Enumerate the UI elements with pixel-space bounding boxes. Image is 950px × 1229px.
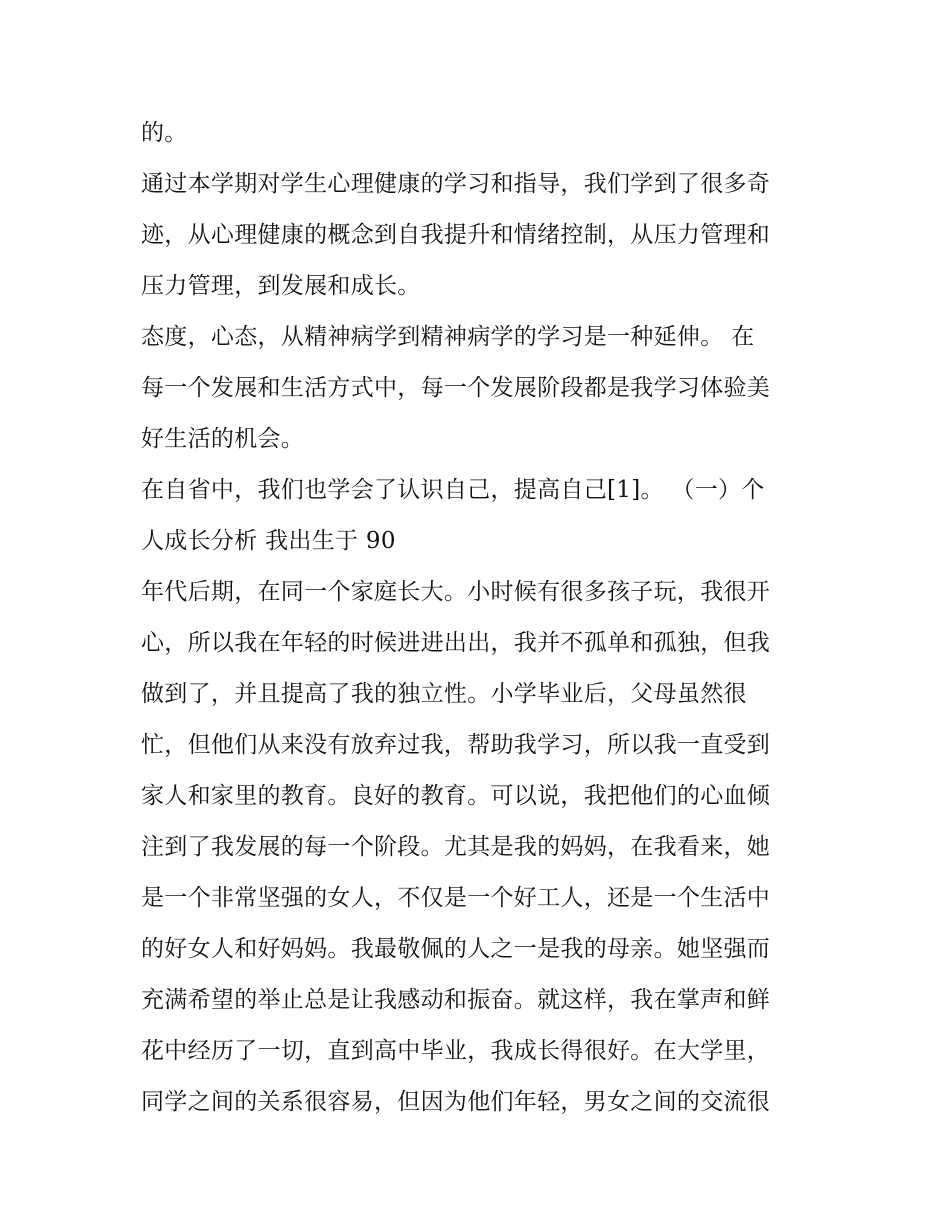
- text-line: 迹，从心理健康的概念到自我提升和情绪控制，从压力管理和: [141, 222, 771, 248]
- text-line: 压力管理，到发展和成长。: [141, 273, 421, 299]
- text-line: 家人和家里的教育。良好的教育。可以说，我把他们的心血倾: [141, 783, 771, 809]
- text-line: 的好女人和好妈妈。我最敬佩的人之一是我的母亲。她坚强而: [141, 936, 771, 962]
- text-line: 在自省中，我们也学会了认识自己，提高自己[1]。 （一）个: [141, 477, 765, 503]
- text-line: 注到了我发展的每一个阶段。尤其是我的妈妈，在我看来，她: [141, 834, 771, 860]
- text-line: 的。: [141, 120, 188, 146]
- text-line: 做到了，并且提高了我的独立性。小学毕业后，父母虽然很: [141, 681, 747, 707]
- text-line: 心，所以我在年轻的时候进进出出，我并不孤单和孤独，但我: [141, 630, 771, 656]
- body-text: [141, 108, 821, 1128]
- text-line: 每一个发展和生活方式中，每一个发展阶段都是我学习体验美: [141, 375, 771, 401]
- text-line: 花中经历了一切，直到高中毕业，我成长得很好。在大学里，: [141, 1038, 771, 1064]
- text-line: 通过本学期对学生心理健康的学习和指导，我们学到了很多奇: [141, 171, 771, 197]
- text-line: 忙，但他们从来没有放弃过我，帮助我学习，所以我一直受到: [141, 732, 771, 758]
- text-line: 充满希望的举止总是让我感动和振奋。就这样，我在掌声和鲜: [141, 987, 771, 1013]
- text-line: 年代后期，在同一个家庭长大。小时候有很多孩子玩，我很开: [141, 579, 771, 605]
- text-line: 人成长分析 我出生于 90: [141, 528, 396, 554]
- text-line: 好生活的机会。: [141, 426, 305, 452]
- text-line: 是一个非常坚强的女人，不仅是一个好工人，还是一个生活中: [141, 885, 771, 911]
- text-line: 态度，心态，从精神病学到精神病学的学习是一种延伸。 在: [141, 324, 755, 350]
- text-line: 同学之间的关系很容易，但因为他们年轻，男女之间的交流很: [141, 1089, 771, 1115]
